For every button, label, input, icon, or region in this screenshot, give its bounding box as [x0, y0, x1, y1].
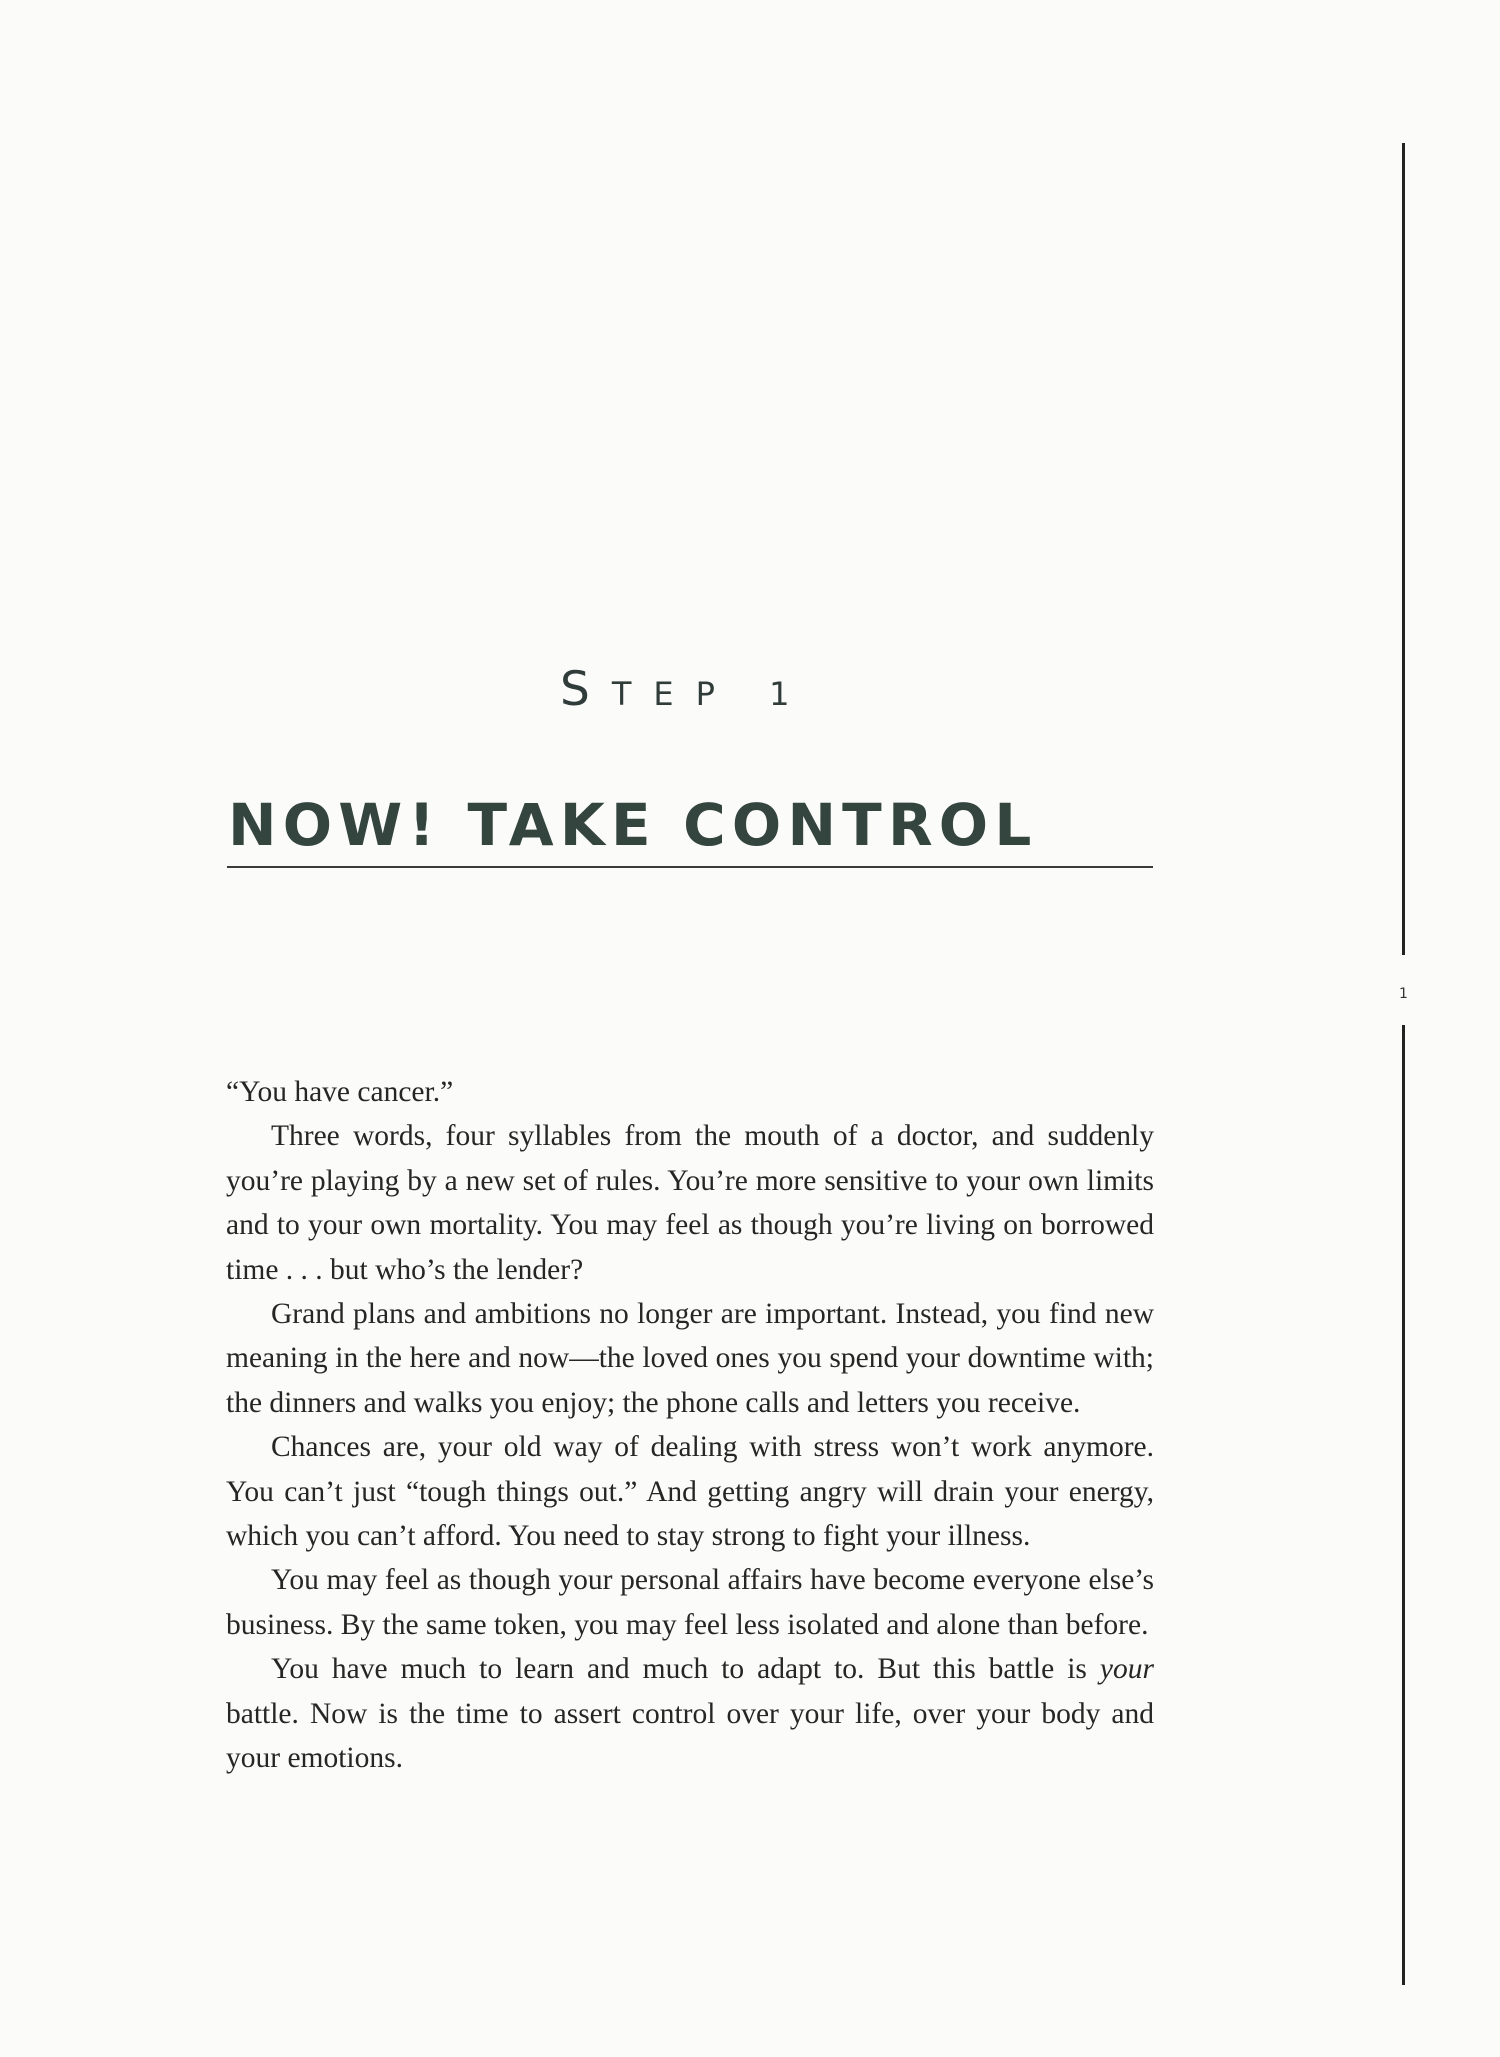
paragraph-4: Chances are, your old way of dealing with stress won’t work anymore. You can’t just “tough things out.” And getting angry will drain your energy, which you can’t afford. You need to stay strong to fight your illness.: [226, 1431, 1154, 1553]
paragraph-6-start: You have much to learn and much to adapt to. But this battle is: [271, 1653, 1100, 1686]
step-label-rest: TEP: [611, 675, 737, 713]
step-number: 1: [769, 675, 812, 713]
paragraph-2: Three words, four syllables from the mouth of a doctor, and suddenly you’re playing by a new set of rules. You’re more sensitive to your own limits and to your own mortality. You may feel as though you’re living on borrowed time . . . but who’s the lender?: [226, 1120, 1154, 1286]
paragraph-6-emphasis: your: [1099, 1653, 1154, 1686]
step-label-initial: S: [560, 662, 612, 717]
paragraph-5: You may feel as though your personal affairs have become everyone else’s business. By the same token, you may feel less isolated and alone than before.: [226, 1564, 1154, 1641]
paragraph-6-end: battle. Now is the time to assert control over your life, over your body and your emotions.: [226, 1697, 1154, 1775]
paragraph-6: [226, 1647, 1154, 1780]
paragraph-1: “You have cancer.”: [226, 1076, 454, 1108]
margin-rule-upper: [1402, 143, 1405, 955]
step-label: [560, 662, 840, 717]
margin-rule-lower: [1402, 1025, 1405, 1985]
paragraph-3: Grand plans and ambitions no longer are important. Instead, you find new meaning in the here and now—the loved ones you spend your downtime with; the dinners and walks you enjoy; the phone calls and letters you receive.: [226, 1298, 1154, 1419]
margin-mark: 1: [1399, 986, 1408, 1002]
chapter-title: NOW! TAKE CONTROL: [228, 791, 1038, 859]
body-text: [226, 1070, 1154, 1781]
title-underline: [227, 866, 1153, 868]
